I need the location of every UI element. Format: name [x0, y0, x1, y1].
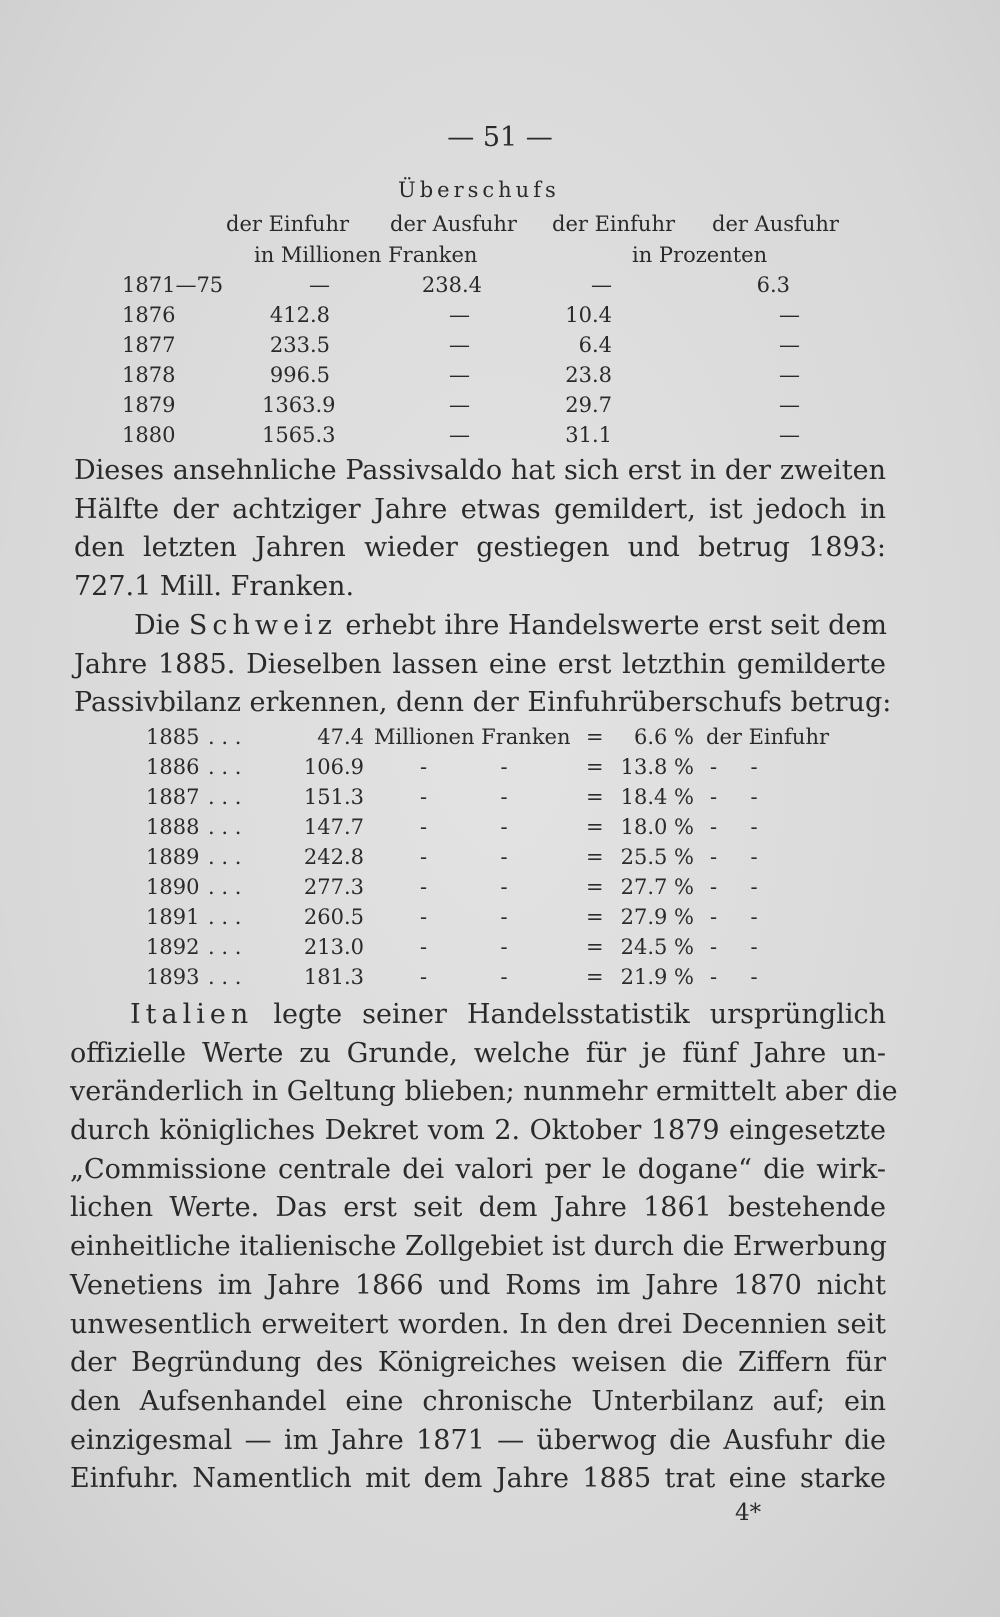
- table-row: [0, 725, 1000, 755]
- pct-cell: 13.8 %: [620, 755, 694, 779]
- unit-cell: - -: [420, 815, 508, 839]
- unit-cell: - -: [420, 905, 508, 929]
- year-cell: 1885: [146, 725, 200, 749]
- dots: . . .: [208, 815, 242, 839]
- text-line: Hälfte der achtziger Jahre etwas gemildert, ist jedoch in: [74, 493, 886, 525]
- paragraph-schweiz: [74, 607, 892, 723]
- year-cell: 1880: [122, 423, 176, 447]
- import-abs-cell: 412.8: [269, 303, 330, 327]
- export-pct-cell: 6.3: [756, 273, 790, 297]
- table-row: [0, 935, 1000, 965]
- year-cell: 1888: [146, 815, 200, 839]
- export-pct-cell: —: [779, 333, 800, 357]
- dots: . . .: [208, 935, 242, 959]
- text-line: unwesentlich erweitert worden. In den drei Decennien seit: [70, 1308, 886, 1340]
- unit-cell: - -: [420, 875, 508, 899]
- value-cell: 213.0: [303, 935, 364, 959]
- pct-cell: 27.7 %: [620, 875, 694, 899]
- text-line: [74, 607, 886, 646]
- unit-cell: - -: [420, 965, 508, 989]
- country-name: Italien: [130, 999, 254, 1030]
- suffix-cell: - -: [710, 845, 758, 869]
- unit-cell: - -: [420, 845, 508, 869]
- text-line: [70, 996, 886, 1035]
- year-cell: 1887: [146, 785, 200, 809]
- table-row: [0, 755, 1000, 785]
- year-cell: 1878: [122, 363, 176, 387]
- import-pct-cell: 6.4: [578, 333, 612, 357]
- import-pct-cell: 29.7: [565, 393, 612, 417]
- export-pct-cell: —: [779, 303, 800, 327]
- import-abs-cell: 1363.9: [262, 393, 336, 417]
- eq-sign: =: [586, 965, 604, 989]
- value-cell: 277.3: [303, 875, 364, 899]
- table1-unit-right: in Prozenten: [632, 243, 768, 267]
- unit-cell: - -: [420, 935, 508, 959]
- table1-col-header-import-pct: der Einfuhr: [552, 212, 676, 236]
- text-line: veränderlich in Geltung blieben; nunmehr ermittelt aber die: [70, 1076, 898, 1108]
- import-abs-cell: 1565.3: [262, 423, 336, 447]
- text-line: der Begründung des Königreiches weisen die Ziffern für: [70, 1347, 886, 1379]
- text-line: offizielle Werte zu Grunde, welche für je fünf Jahre un-: [70, 1037, 886, 1069]
- eq-sign: =: [586, 905, 604, 929]
- import-pct-cell: 10.4: [565, 303, 612, 327]
- suffix-cell: - -: [710, 785, 758, 809]
- word: Die: [134, 610, 181, 641]
- eq-sign: =: [586, 815, 604, 839]
- suffix-cell: - -: [710, 965, 758, 989]
- export-pct-cell: —: [779, 363, 800, 387]
- table1-col-header-import-abs: der Einfuhr: [226, 212, 350, 236]
- table-row: [0, 965, 1000, 995]
- value-cell: 151.3: [303, 785, 364, 809]
- paragraph-passivsaldo: [74, 452, 886, 607]
- eq-sign: =: [586, 755, 604, 779]
- unit-cell: Millionen Franken: [374, 725, 571, 749]
- paragraph-italien: [70, 996, 898, 1499]
- table-row: [0, 785, 1000, 815]
- dots: . . .: [208, 875, 242, 899]
- eq-sign: =: [586, 785, 604, 809]
- import-abs-cell: 233.5: [269, 333, 330, 357]
- dots: . . .: [208, 725, 242, 749]
- table1-col-header-export-abs: der Ausfuhr: [390, 212, 517, 236]
- text-line: 727.1 Mill. Franken.: [74, 571, 355, 603]
- import-pct-cell: —: [591, 273, 612, 297]
- table1-col-header-export-pct: der Ausfuhr: [712, 212, 839, 236]
- text-line: einheitliche italienische Zollgebiet ist durch die Erwerbung: [70, 1231, 887, 1263]
- year-cell: 1871—75: [122, 273, 224, 297]
- eq-sign: =: [586, 845, 604, 869]
- dots: . . .: [208, 965, 242, 989]
- export-pct-cell: —: [779, 393, 800, 417]
- value-cell: 147.7: [303, 815, 364, 839]
- year-cell: 1892: [146, 935, 200, 959]
- table-row: [0, 905, 1000, 935]
- unit-cell: - -: [420, 785, 508, 809]
- table1-unit-left: in Millionen Franken: [254, 243, 478, 267]
- import-pct-cell: 31.1: [565, 423, 612, 447]
- suffix-cell: - -: [710, 755, 758, 779]
- text-line: Passivbilanz erkennen, denn der Einfuhrüberschufs betrug:: [74, 687, 892, 719]
- text-line: durch königliches Dekret vom 2. Oktober 1879 eingesetzte: [70, 1115, 886, 1147]
- suffix-cell: - -: [710, 875, 758, 899]
- export-abs-cell: —: [449, 423, 470, 447]
- pct-cell: 25.5 %: [620, 845, 694, 869]
- signature-mark: 4*: [735, 1500, 762, 1526]
- text-line: einzigesmal — im Jahre 1871 — überwog die Ausfuhr die: [70, 1424, 886, 1456]
- eq-sign: =: [586, 725, 604, 749]
- pct-cell: 6.6 %: [633, 725, 694, 749]
- pct-cell: 24.5 %: [620, 935, 694, 959]
- text-line: Dieses ansehnliche Passivsaldo hat sich erst in der zweiten: [74, 455, 886, 486]
- year-cell: 1879: [122, 393, 176, 417]
- text-line: den letzten Jahren wieder gestiegen und betrug 1893:: [74, 532, 886, 564]
- pct-cell: 21.9 %: [620, 965, 694, 989]
- year-cell: 1877: [122, 333, 176, 357]
- import-abs-cell: —: [309, 273, 330, 297]
- value-cell: 260.5: [303, 905, 364, 929]
- line-rest: erhebt ihre Handelswerte erst seit dem: [345, 610, 888, 641]
- export-abs-cell: —: [449, 363, 470, 387]
- year-cell: 1889: [146, 845, 200, 869]
- dots: . . .: [208, 845, 242, 869]
- value-cell: 181.3: [303, 965, 364, 989]
- unit-cell: - -: [420, 755, 508, 779]
- table1-super-header: Überschufs: [398, 178, 560, 202]
- year-cell: 1876: [122, 303, 176, 327]
- dots: . . .: [208, 755, 242, 779]
- line-rest: legte seiner Handelsstatistik ursprünglich: [273, 999, 886, 1030]
- dots: . . .: [208, 905, 242, 929]
- pct-cell: 18.4 %: [620, 785, 694, 809]
- export-abs-cell: —: [449, 303, 470, 327]
- text-line: Venetiens im Jahre 1866 und Roms im Jahre 1870 nicht: [70, 1269, 886, 1301]
- suffix-cell: - -: [710, 905, 758, 929]
- text-line: Einfuhr. Namentlich mit dem Jahre 1885 trat eine starke: [70, 1463, 886, 1495]
- value-cell: 47.4: [317, 725, 364, 749]
- eq-sign: =: [586, 875, 604, 899]
- value-cell: 242.8: [303, 845, 364, 869]
- text-line: Jahre 1885. Dieselben lassen eine erst letzthin gemilderte: [74, 648, 886, 680]
- year-cell: 1886: [146, 755, 200, 779]
- pct-cell: 27.9 %: [620, 905, 694, 929]
- import-pct-cell: 23.8: [565, 363, 612, 387]
- year-cell: 1893: [146, 965, 200, 989]
- eq-sign: =: [586, 935, 604, 959]
- table-row: [0, 845, 1000, 875]
- text-line: lichen Werte. Das erst seit dem Jahre 1861 bestehende: [70, 1192, 886, 1224]
- pct-cell: 18.0 %: [620, 815, 694, 839]
- suffix-cell: der Einfuhr: [706, 725, 830, 749]
- table-row: [0, 875, 1000, 905]
- export-abs-cell: —: [449, 393, 470, 417]
- text-line: den Aufsenhandel eine chronische Unterbilanz auf; ein: [70, 1385, 886, 1417]
- year-cell: 1891: [146, 905, 200, 929]
- suffix-cell: - -: [710, 815, 758, 839]
- country-name: Schweiz: [188, 610, 337, 641]
- export-abs-cell: —: [449, 333, 470, 357]
- year-cell: 1890: [146, 875, 200, 899]
- export-pct-cell: —: [779, 423, 800, 447]
- page-number: — 51 —: [447, 122, 553, 153]
- table-row: [0, 815, 1000, 845]
- text-line: „Commissione centrale dei valori per le dogane“ die wirk-: [70, 1153, 886, 1185]
- export-abs-cell: 238.4: [421, 273, 482, 297]
- import-abs-cell: 996.5: [269, 363, 330, 387]
- dots: . . .: [208, 785, 242, 809]
- value-cell: 106.9: [303, 755, 364, 779]
- suffix-cell: - -: [710, 935, 758, 959]
